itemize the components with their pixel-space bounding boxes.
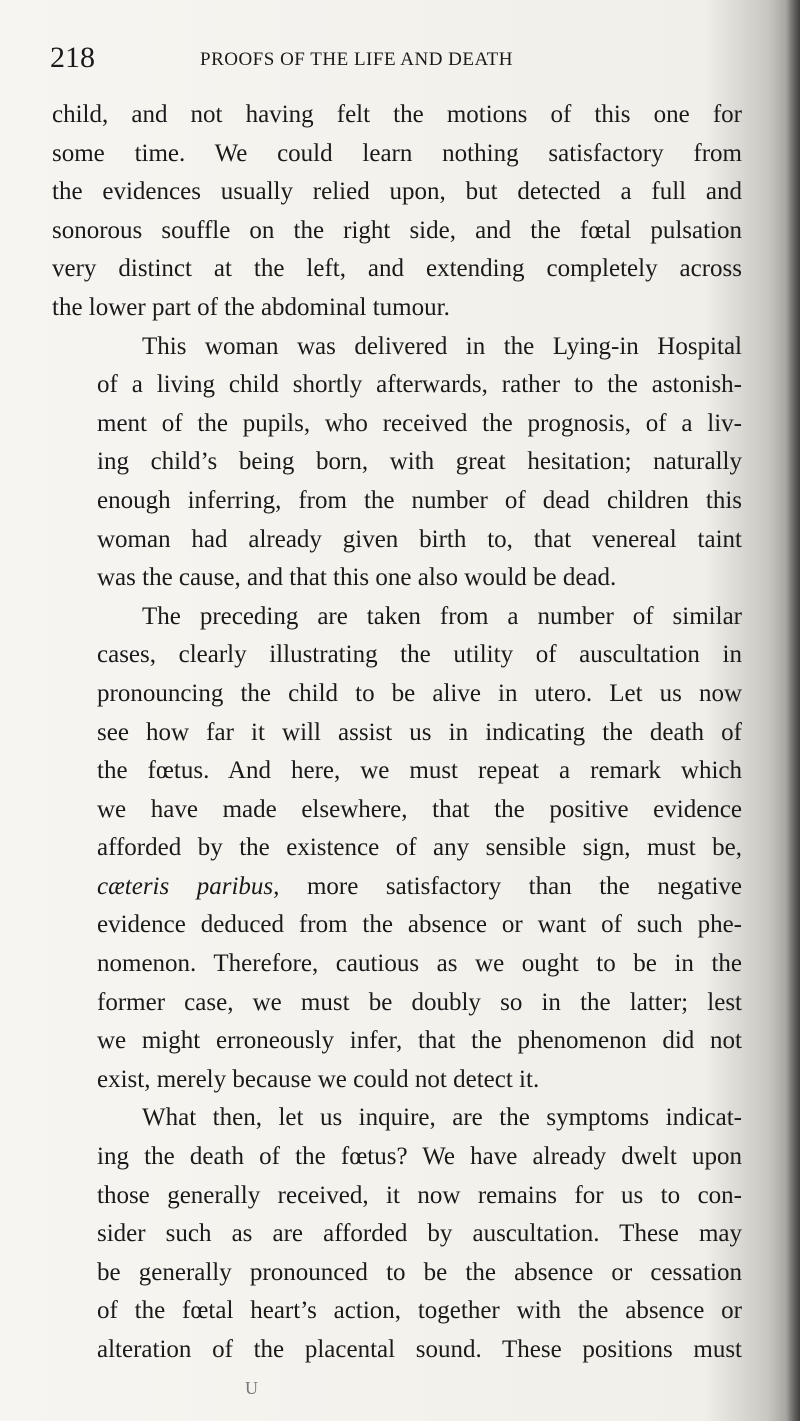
paragraph-4 — [52, 1099, 742, 1369]
text-line: exist, merely because we could not detect it. — [97, 1065, 540, 1093]
text-line: some time. We could learn nothing satisfactory from — [52, 139, 742, 167]
page-header — [50, 40, 750, 76]
text-line: the lower part of the abdominal tumour. — [52, 293, 450, 321]
paragraph-1 — [52, 96, 742, 328]
text-line: woman had already given birth to, that venereal taint — [97, 525, 742, 553]
text-line: we have made elsewhere, that the positive evidence — [97, 795, 742, 823]
text-line: afforded by the existence of any sensible sign, must be, — [97, 834, 742, 862]
text-line: of a living child shortly afterwards, rather to the astonish- — [97, 371, 742, 399]
body-text — [52, 96, 742, 1370]
text-line: see how far it will assist us in indicating the death of — [97, 718, 742, 746]
text-line: The preceding are taken from a number of similar — [142, 602, 742, 630]
text-line — [52, 868, 742, 907]
signature-mark: U — [245, 1378, 258, 1398]
page-edge-shadow — [786, 0, 800, 1421]
text-line: child, and not having felt the motions of this one for — [52, 101, 742, 128]
text-line: alteration of the placental sound. These positions must — [97, 1336, 742, 1363]
page-number: 218 — [50, 41, 95, 74]
text-line: ing the death of the fœtus? We have already dwelt upon — [97, 1143, 742, 1171]
text-line: was the cause, and that this one also would be dead. — [97, 564, 617, 592]
text-line: former case, we must be doubly so in the latter; lest — [97, 988, 742, 1016]
text-line: sider such as are afforded by auscultation. These may — [97, 1220, 742, 1248]
text-line: enough inferring, from the number of dead children this — [97, 486, 742, 514]
text-fragment: more satisfactory than the negative — [306, 872, 743, 900]
text-line: What then, let us inquire, are the symptoms indicat- — [142, 1104, 742, 1132]
text-line: be generally pronounced to be the absence or cessation — [97, 1258, 742, 1286]
text-line: of the fœtal heart’s action, together with the absence or — [97, 1297, 742, 1325]
text-line: ment of the pupils, who received the prognosis, of a liv- — [97, 409, 742, 437]
text-line: the evidences usually relied upon, but detected a full and — [52, 178, 742, 206]
italic-phrase: cæteris paribus, — [97, 872, 280, 900]
text-line: those generally received, it now remains for us to con- — [97, 1181, 742, 1209]
text-line: the fœtus. And here, we must repeat a remark which — [97, 757, 742, 785]
text-line: evidence deduced from the absence or want of such phe- — [97, 911, 742, 939]
paragraph-3 — [52, 598, 742, 1100]
text-line: pronouncing the child to be alive in utero. Let us now — [97, 679, 742, 707]
text-line: nomenon. Therefore, cautious as we ought to be in the — [97, 950, 742, 978]
text-line: This woman was delivered in the Lying-in Hospital — [142, 332, 742, 360]
paragraph-2 — [52, 328, 742, 598]
running-head: PROOFS OF THE LIFE AND DEATH — [200, 49, 513, 70]
text-line: cases, clearly illustrating the utility of auscultation in — [97, 641, 742, 669]
text-line: very distinct at the left, and extending completely across — [52, 255, 742, 283]
text-line: sonorous souffle on the right side, and the fœtal pulsation — [52, 216, 742, 244]
text-line: ing child’s being born, with great hesitation; naturally — [97, 448, 742, 476]
text-line: we might erroneously infer, that the phenomenon did not — [97, 1027, 742, 1055]
